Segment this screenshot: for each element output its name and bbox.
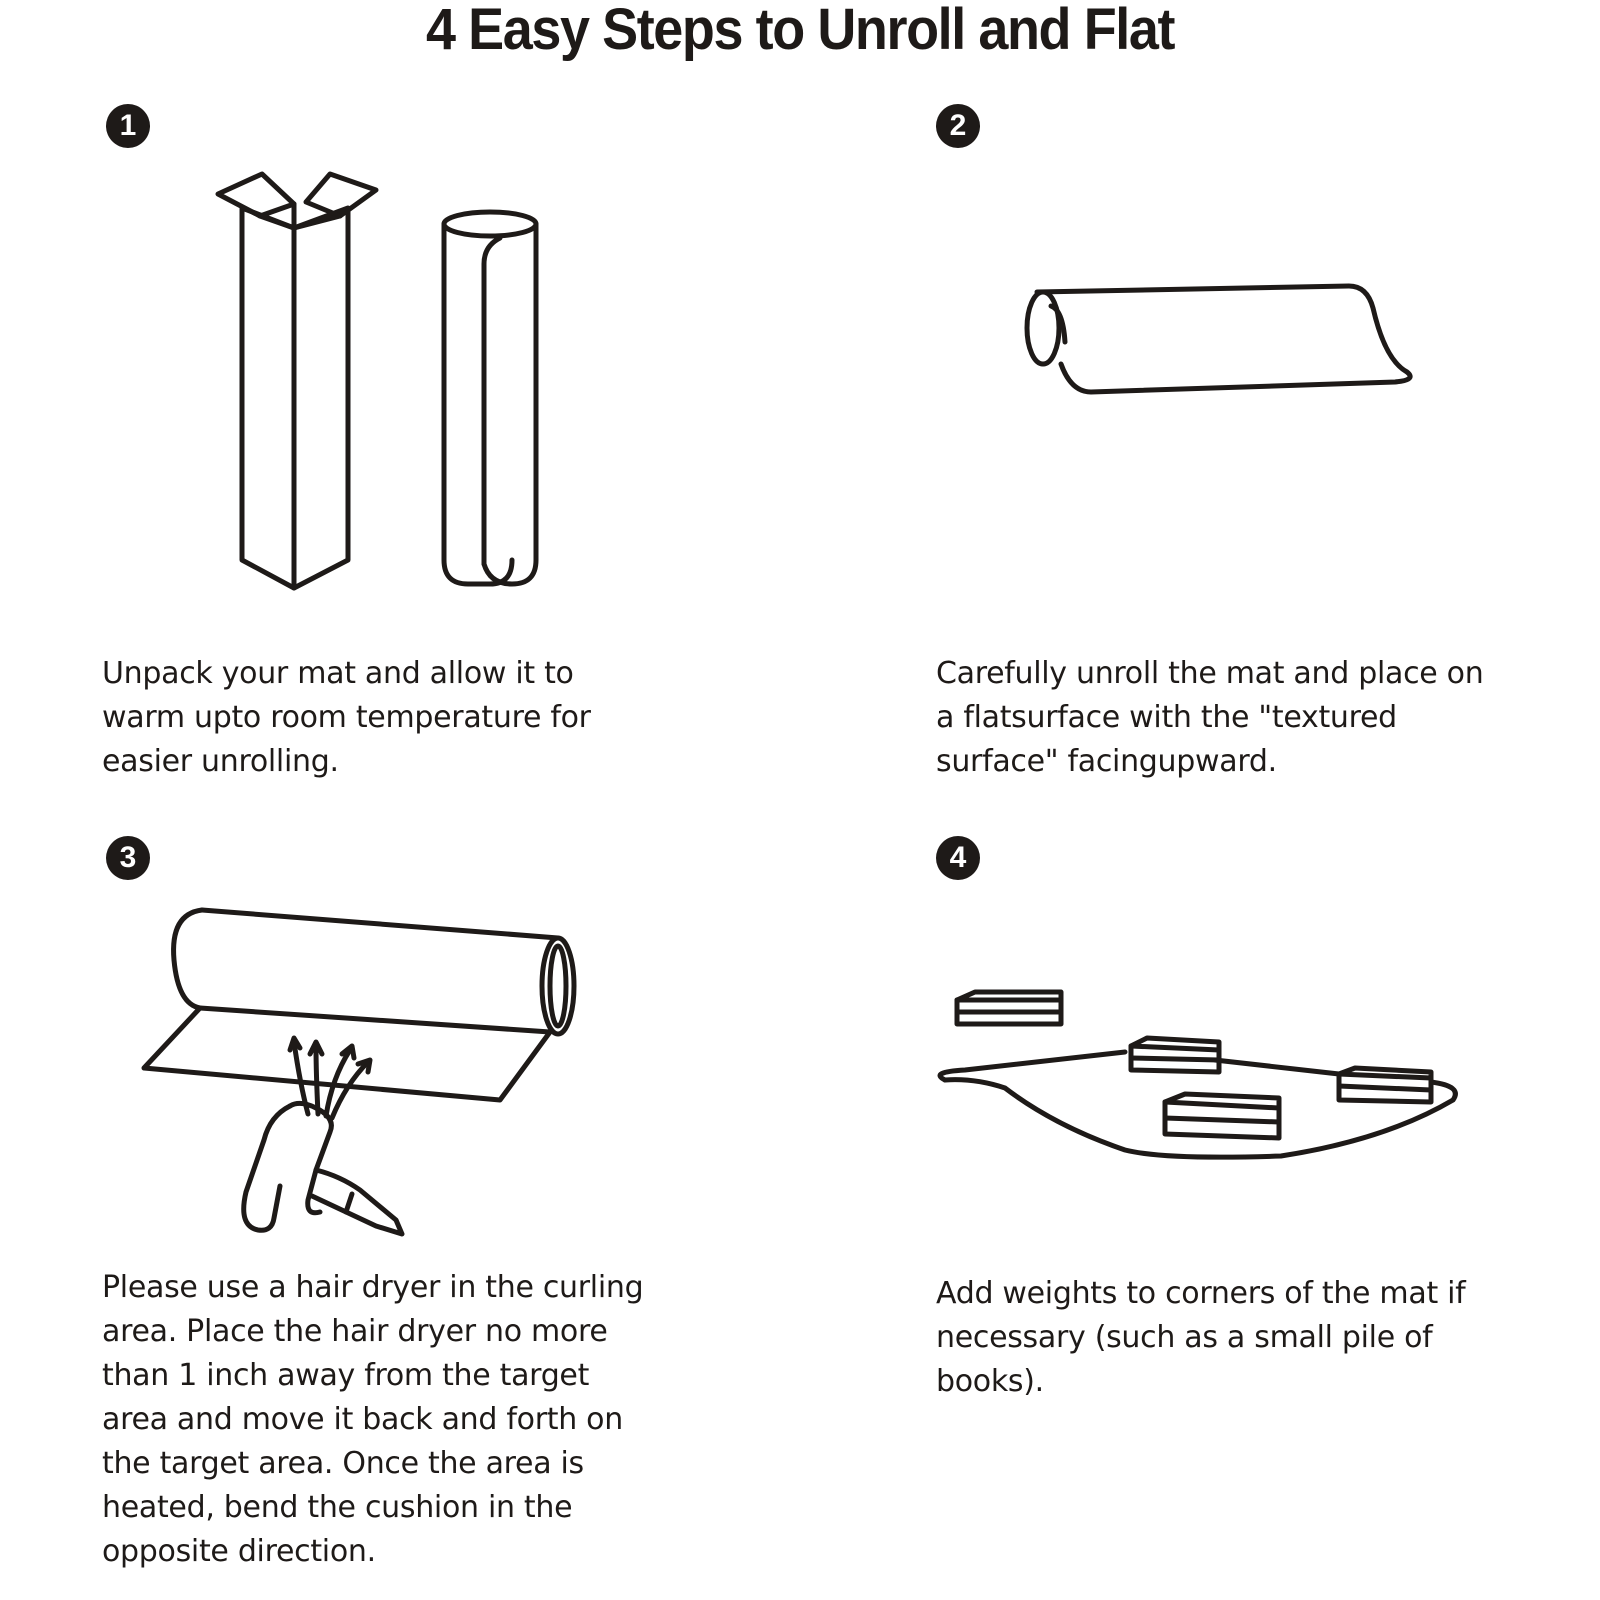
book-stack-weight xyxy=(957,992,1061,1024)
step-4-badge: 4 xyxy=(936,836,980,880)
step-1-badge: 1 xyxy=(106,104,150,148)
shipping-box xyxy=(218,174,376,588)
step-3-badge: 3 xyxy=(106,836,150,880)
hair-dryer-icon xyxy=(244,1103,402,1234)
book-stack-weight xyxy=(1131,1038,1219,1072)
hair-dryer-on-mat-illustration xyxy=(140,900,600,1250)
step-1-text: Unpack your mat and allow it to warm upto room temperature for easier unrolling. xyxy=(102,656,591,779)
step-3-text: Please use a hair dryer in the curling area. Place the hair dryer no more than 1 inch away from the target area and move it back and forth on the target area. Once the area is heated, bend the cushion in the opposite direction. xyxy=(102,1270,644,1569)
rolled-mat xyxy=(444,212,536,584)
book-stack-weight xyxy=(1339,1068,1431,1102)
box-and-rolled-mat-illustration xyxy=(200,160,560,600)
book-stack-weight xyxy=(1165,1094,1279,1138)
step-2-text: Carefully unroll the mat and place on a flatsurface with the "textured surface" facingupward. xyxy=(936,656,1484,779)
step-4-text: Add weights to corners of the mat if necessary (such as a small pile of books). xyxy=(936,1276,1466,1399)
partially-unrolled-mat-illustration xyxy=(1015,280,1435,410)
step-2-badge: 2 xyxy=(936,104,980,148)
mat-with-weights-illustration xyxy=(935,980,1475,1180)
page-title: 4 Easy Steps to Unroll and Flat xyxy=(425,0,1175,62)
